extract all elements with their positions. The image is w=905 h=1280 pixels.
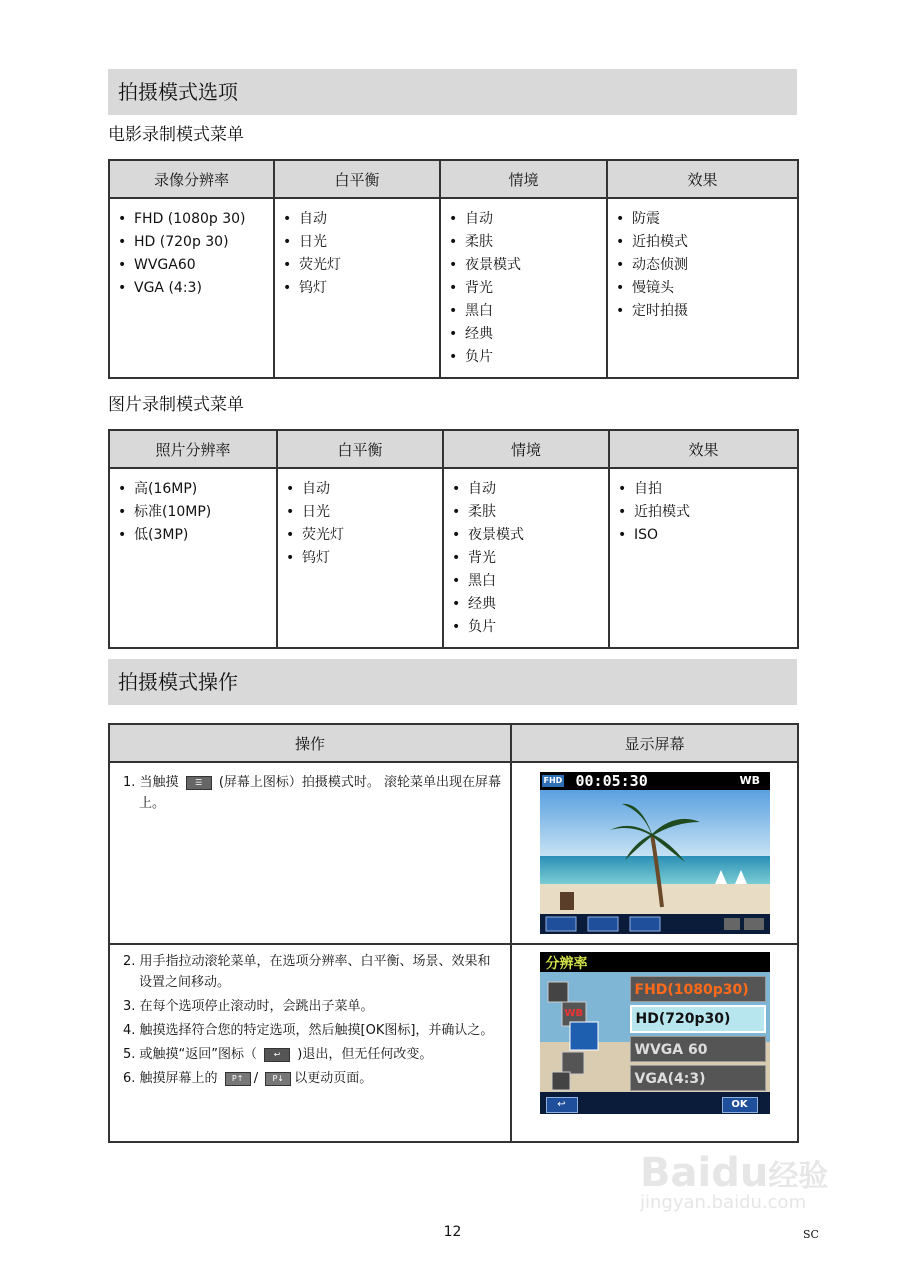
list-item: • VGA (4:3) — [118, 280, 202, 296]
list-item: • 柔肤 — [449, 234, 493, 250]
ok-button[interactable]: OK — [722, 1097, 758, 1113]
page-down-icon: P↓ — [265, 1072, 291, 1086]
list-item: • 背光 — [452, 550, 496, 566]
list-item: • 慢镜头 — [616, 280, 674, 296]
table-cell — [511, 944, 798, 1142]
list-item: • 荧光灯 — [283, 257, 341, 273]
resolution-option-hd[interactable]: HD(720p30) — [630, 1005, 766, 1033]
step-4: 4. 触摸选择符合您的特定选项，然后触摸[OK图标]，并确认之。 — [123, 1023, 494, 1038]
table-cell — [109, 468, 277, 648]
step-3: 3. 在每个选项停止滚动时，会跳出子菜单。 — [123, 999, 374, 1014]
list-item: • 高(16MP) — [118, 481, 198, 497]
list-item: • 低(3MP) — [118, 527, 189, 543]
list-item: • 近拍模式 — [616, 234, 688, 250]
movie-menu-heading: 电影录制模式菜单 — [108, 125, 244, 145]
table-cell — [609, 468, 798, 648]
list-item: • 夜景模式 — [449, 257, 521, 273]
list-item: • 负片 — [452, 619, 496, 635]
list-item: • 夜景模式 — [452, 527, 524, 543]
list-item: • 动态侦测 — [616, 257, 688, 273]
list-item: • ISO — [618, 527, 659, 543]
operation-table — [108, 723, 799, 1143]
table-header: 显示屏幕 — [511, 724, 798, 762]
resolution-option-fhd[interactable]: FHD(1080p30) — [630, 976, 766, 1002]
list-item: • 黑白 — [449, 303, 493, 319]
list-item: • FHD (1080p 30) — [118, 211, 246, 227]
table-header: 白平衡 — [277, 430, 443, 468]
mode-badge: FHD — [543, 776, 563, 785]
list-item: • 负片 — [449, 349, 493, 365]
table-cell — [440, 198, 607, 378]
list-item: • 钨灯 — [283, 280, 327, 296]
beach-scene-image — [540, 772, 770, 934]
menu-title: 分辨率 — [545, 956, 588, 972]
list-item: • HD (720p 30) — [118, 234, 229, 250]
list-item: • 日光 — [286, 504, 330, 520]
list-item: • 日光 — [283, 234, 327, 250]
baidu-watermark: Baidu经验 jingyan.baidu.com — [640, 1150, 829, 1213]
list-item: • 经典 — [449, 326, 493, 342]
table-header: 操作 — [109, 724, 511, 762]
table-header: 照片分辨率 — [109, 430, 277, 468]
menu-list-icon: ☰ — [186, 776, 212, 790]
table-cell — [277, 468, 443, 648]
table-cell — [109, 762, 511, 944]
photo-menu-heading: 图片录制模式菜单 — [108, 395, 244, 415]
list-item: • 经典 — [452, 596, 496, 612]
step-1: 1. 当触摸 ☰ (屏幕上图标）拍摄模式时。 滚轮菜单出现在屏幕上。 — [123, 775, 502, 811]
list-item: • 自动 — [286, 481, 330, 497]
white-balance-tab[interactable]: WB — [564, 1008, 584, 1019]
resolution-option-wvga[interactable]: WVGA 60 — [630, 1036, 766, 1062]
table-cell — [443, 468, 609, 648]
list-item: • 自动 — [452, 481, 496, 497]
list-item: • 自动 — [283, 211, 327, 227]
page-number: 12 — [443, 1224, 462, 1240]
section-title-operation: 拍摄模式操作 — [108, 659, 797, 705]
table-cell — [274, 198, 440, 378]
table-header: 录像分辨率 — [109, 160, 274, 198]
return-icon: ↩ — [557, 1099, 566, 1110]
table-header: 白平衡 — [274, 160, 440, 198]
list-item: • 定时拍摄 — [616, 303, 688, 319]
table-header: 情境 — [440, 160, 607, 198]
language-code: SC — [803, 1228, 819, 1241]
record-timer: 00:05:30 — [575, 772, 648, 790]
list-item: • 防震 — [616, 211, 660, 227]
white-balance-indicator: WB — [739, 774, 761, 787]
page-up-icon: P↑ — [225, 1072, 251, 1086]
lcd-screen-playback — [540, 772, 770, 934]
table-cell — [109, 198, 274, 378]
table-header: 情境 — [443, 430, 609, 468]
back-button[interactable] — [546, 1097, 578, 1113]
table-cell — [109, 944, 511, 1142]
step-5: 5. 或触摸“返回”图标（ ↩ )退出，但无任何改变。 — [123, 1047, 433, 1062]
lcd-screen-menu — [540, 952, 770, 1114]
resolution-option-vga[interactable]: VGA(4:3) — [630, 1065, 766, 1091]
list-item: • 近拍模式 — [618, 504, 690, 520]
table-header: 效果 — [609, 430, 798, 468]
photo-menu-table — [108, 429, 799, 649]
list-item: • WVGA60 — [118, 257, 196, 273]
list-item: • 黑白 — [452, 573, 496, 589]
list-item: • 标准(10MP) — [118, 504, 212, 520]
list-item: • 柔肤 — [452, 504, 496, 520]
section-title-options: 拍摄模式选项 — [108, 69, 797, 115]
list-item: • 荧光灯 — [286, 527, 344, 543]
list-item: • 钨灯 — [286, 550, 330, 566]
table-header: 效果 — [607, 160, 798, 198]
table-cell — [511, 762, 798, 944]
list-item: • 自拍 — [618, 481, 662, 497]
list-item: • 背光 — [449, 280, 493, 296]
step-6: 6. 触摸屏幕上的 P↑ / P↓ 以更动页面。 — [123, 1071, 373, 1086]
step-2: 2. 用手指拉动滚轮菜单，在选项分辨率、白平衡、场景、效果和设置之间移动。 — [123, 954, 491, 990]
return-icon: ↩ — [264, 1048, 290, 1062]
movie-menu-table — [108, 159, 799, 379]
list-item: • 自动 — [449, 211, 493, 227]
table-cell — [607, 198, 798, 378]
